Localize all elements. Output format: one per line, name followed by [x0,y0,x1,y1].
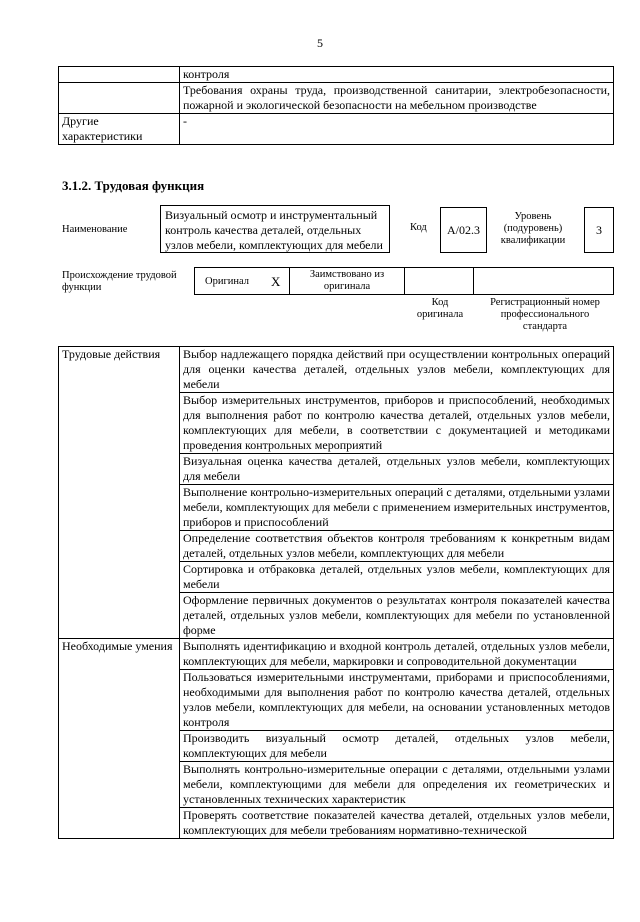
row-value-other: - [180,114,614,145]
level-label: Уровень (подуровень) квалификации [500,211,566,246]
row-label-other: Другие характеристики [59,114,180,145]
function-code-box: А/02.3 [440,207,487,253]
table-row [59,639,614,670]
table-cell-empty [59,67,180,83]
table-cell: Требования охраны труда, производственной санитарии, электробезопасности, пожарной и экологической безопасности на мебельном производстве [180,83,614,114]
code-label: Код [410,222,427,233]
continuation-table [58,66,614,145]
original-label: Оригинал [205,276,249,287]
table-cell-empty [59,83,180,114]
table-row [59,83,614,114]
table-cell: контроля [180,67,614,83]
section-title: 3.1.2. Трудовая функция [62,178,205,193]
original-cell [194,267,290,295]
actions-label: Трудовые действия [59,347,180,639]
action-item: Визуальная оценка качества деталей, отдельных узлов мебели, комплектующих для мебели [180,454,614,485]
original-mark: X [271,274,281,289]
skill-item: Проверять соответствие показателей качества деталей, отдельных узлов мебели, комплектующих для мебели требованиям нормативно-технической [180,808,614,839]
skill-item: Выполнять идентификацию и входной контроль деталей, отдельных узлов мебели, комплектующих для мебели, маркировки и сопроводительной документации [180,639,614,670]
table-row [59,67,614,83]
function-details-table [58,346,614,839]
reg-caption: Регистрационный номер профессионального стандарта [490,297,600,332]
action-item: Выбор надлежащего порядка действий при осуществлении контрольных операций для оценки качества деталей, отдельных узлов мебели, комплектующих для мебели [180,347,614,393]
table-row [59,347,614,393]
original-code-cell [404,267,474,295]
skill-item: Производить визуальный осмотр деталей, отдельных узлов мебели, комплектующих для мебели [180,731,614,762]
reg-number-cell [473,267,614,295]
table-row [59,114,614,145]
origin-label: Происхождение трудовой функции [62,270,177,293]
action-item: Выполнение контрольно-измерительных операций с деталями, отдельными узлами мебели, комплектующих для мебели с применением измерительных инструментов, приборов и приспособлений [180,485,614,531]
function-name-box: Визуальный осмотр и инструментальный контроль качества деталей, отдельных узлов мебели, комплектующих для мебели [160,205,390,253]
action-item: Оформление первичных документов о результатах контроля показателей качества деталей, отдельных узлов мебели, комплектующих для мебели по установленной форме [180,593,614,639]
action-item: Выбор измерительных инструментов, приборов и приспособлений, необходимых для выполнения работ по контролю качества деталей, отдельных узлов мебели, комплектующих для мебели, в соответствии с документацией и методиками проведения контрольных мероприятий [180,393,614,454]
page-number: 5 [317,36,323,50]
name-label: Наименование [62,224,128,235]
skills-label: Необходимые умения [59,639,180,839]
code-caption: Код оригинала [416,297,464,320]
skill-item: Выполнять контрольно-измерительные операции с деталями, отдельными узлами мебели, комплектующими для мебели для определения их геометрических и установленных технических характеристик [180,762,614,808]
origin-row [194,267,614,295]
level-value-box: 3 [584,207,614,253]
action-item: Сортировка и отбраковка деталей, отдельных узлов мебели, комплектующих для мебели [180,562,614,593]
skill-item: Пользоваться измерительными инструментами, приборами и приспособлениями, необходимыми для выполнения работ по контролю качества деталей, отдельных узлов мебели, комплектующих для мебели, на основании установленных методов контроля [180,670,614,731]
action-item: Определение соответствия объектов контроля требованиям к конкретным видам деталей, отдельных узлов мебели, комплектующих для мебели [180,531,614,562]
borrowed-cell: Заимствовано из оригинала [289,267,405,295]
